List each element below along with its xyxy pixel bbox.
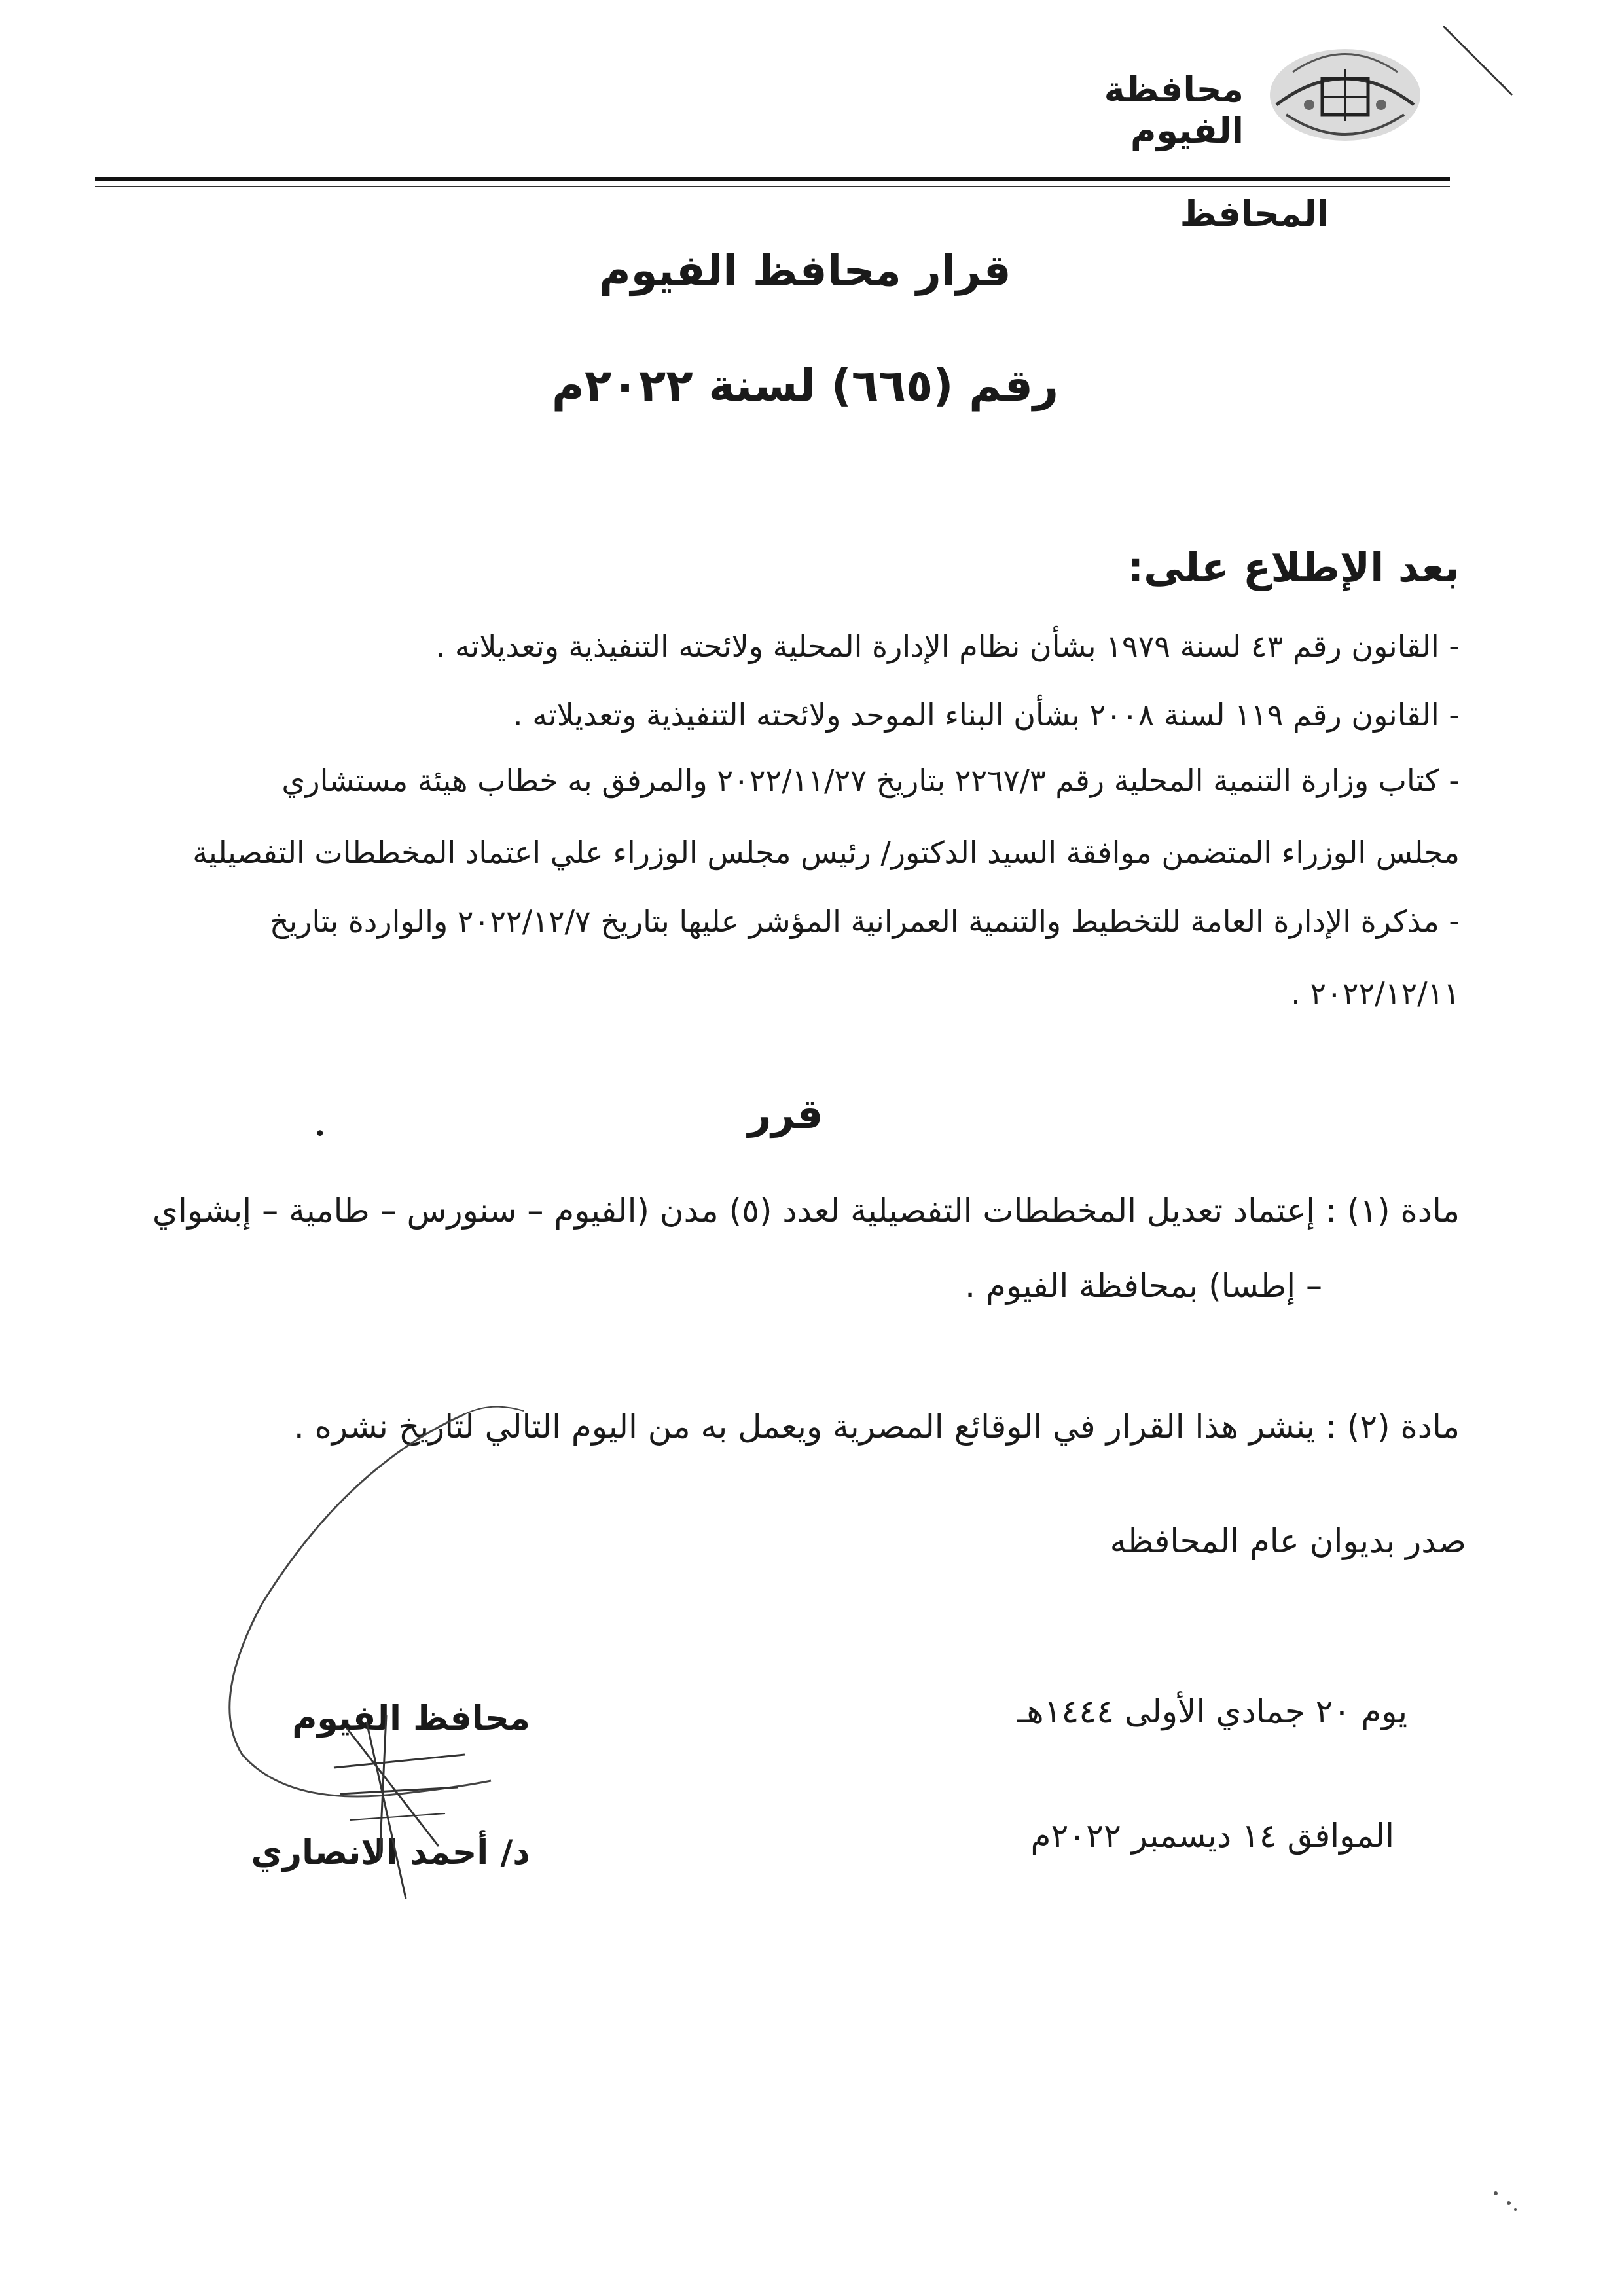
signatory-title: محافظ الفيوم bbox=[292, 1699, 530, 1738]
article-2: مادة (٢) : ينشر هذا القرار في الوقائع المصرية ويعمل به من اليوم التالي لتاريخ نشره . bbox=[293, 1408, 1460, 1446]
stray-mark: • bbox=[314, 1123, 326, 1146]
office-title: المحافظ bbox=[1180, 193, 1329, 234]
preamble-line: ٢٠٢٢/١٢/١١ . bbox=[1291, 975, 1460, 1011]
date-gregorian: الموافق ١٤ ديسمبر ٢٠٢٢م bbox=[1030, 1817, 1394, 1855]
preamble-line: مجلس الوزراء المتضمن موافقة السيد الدكتور/ رئيس مجلس الوزراء علي اعتماد المخططات التفصيلية bbox=[192, 835, 1460, 870]
header-rule-thin bbox=[95, 186, 1450, 187]
date-hijri: يوم ٢٠ جمادي الأولى ١٤٤٤هـ bbox=[1017, 1692, 1407, 1730]
stray-ink-mark bbox=[1486, 2180, 1525, 2219]
governorate-emblem-logo bbox=[1247, 33, 1443, 164]
corner-pen-mark bbox=[1434, 20, 1519, 105]
handwritten-signature bbox=[183, 1388, 641, 1925]
decision-heading: قرر bbox=[748, 1090, 823, 1138]
issued-statement: صدر بديوان عام المحافظه bbox=[1110, 1522, 1466, 1560]
preamble-line: - القانون رقم ٤٣ لسنة ١٩٧٩ بشأن نظام الإدارة المحلية ولائحته التنفيذية وتعديلاته . bbox=[435, 629, 1460, 664]
signatory-name: د/ أحمد الانصاري bbox=[251, 1833, 530, 1872]
header-rule bbox=[95, 177, 1450, 181]
decree-number: رقم (٦٦٥) لسنة ٢٠٢٢م bbox=[551, 360, 1059, 412]
decree-title: قرار محافظ الفيوم bbox=[599, 246, 1011, 296]
article-1-line-2: – إطسا) بمحافظة الفيوم . bbox=[965, 1267, 1322, 1305]
article-1-line-1: مادة (١) : إعتماد تعديل المخططات التفصيلية لعدد (٥) مدن (الفيوم – سنورس – طامية – إبشواي bbox=[152, 1192, 1460, 1230]
preamble-line: - كتاب وزارة التنمية المحلية رقم ٢٢٦٧/٣ بتاريخ ٢٠٢٢/١١/٢٧ والمرفق به خطاب هيئة مستشاري bbox=[281, 763, 1460, 798]
preamble-line: - مذكرة الإدارة العامة للتخطيط والتنمية العمرانية المؤشر عليها بتاريخ ٢٠٢٢/١٢/٧ والواردة بتاريخ bbox=[269, 903, 1460, 939]
governorate-name: محافظة الفيوم bbox=[1104, 69, 1244, 151]
preamble-intro: بعد الإطلاع على: bbox=[1127, 543, 1460, 591]
preamble-line: - القانون رقم ١١٩ لسنة ٢٠٠٨ بشأن البناء الموحد ولائحته التنفيذية وتعديلاته . bbox=[513, 697, 1460, 733]
